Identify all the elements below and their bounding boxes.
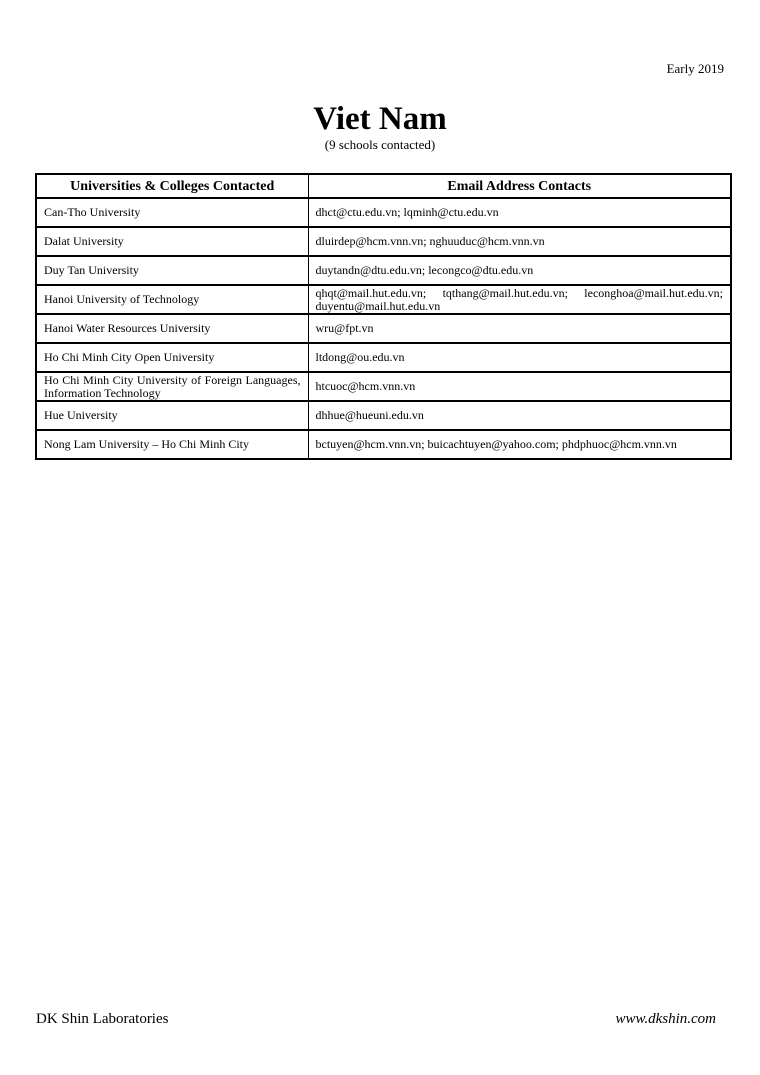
table-row xyxy=(36,285,731,314)
school-name: Ho Chi Minh City Open University xyxy=(36,343,308,372)
school-name: Nong Lam University – Ho Chi Minh City xyxy=(36,430,308,459)
email-contacts: duytandn@dtu.edu.vn; lecongco@dtu.edu.vn xyxy=(308,256,731,285)
email-contacts: dluirdep@hcm.vnn.vn; nghuuduc@hcm.vnn.vn xyxy=(308,227,731,256)
footer-company: DK Shin Laboratories xyxy=(36,1011,169,1027)
document-date: Early 2019 xyxy=(666,61,724,76)
table-row xyxy=(36,401,731,430)
email-contacts: qhqt@mail.hut.edu.vn; tqthang@mail.hut.edu.vn; leconghoa@mail.hut.edu.vn; duyentu@mail.hut.edu.vn xyxy=(308,285,731,314)
table-row xyxy=(36,198,731,227)
email-contacts: bctuyen@hcm.vnn.vn; buicachtuyen@yahoo.com; phdphuoc@hcm.vnn.vn xyxy=(308,430,731,459)
footer-website: www.dkshin.com xyxy=(615,1011,716,1027)
school-name: Ho Chi Minh City University of Foreign Languages, Information Technology xyxy=(36,372,308,401)
table-row xyxy=(36,430,731,459)
school-name: Duy Tan University xyxy=(36,256,308,285)
column-header-emails: Email Address Contacts xyxy=(308,174,731,198)
table-header-row xyxy=(36,174,731,198)
table-row xyxy=(36,343,731,372)
school-name: Hanoi Water Resources University xyxy=(36,314,308,343)
column-header-schools: Universities & Colleges Contacted xyxy=(36,174,308,198)
table-row xyxy=(36,314,731,343)
table-row xyxy=(36,372,731,401)
school-name: Can-Tho University xyxy=(36,198,308,227)
school-name: Hanoi University of Technology xyxy=(36,285,308,314)
table-row xyxy=(36,256,731,285)
email-contacts: ltdong@ou.edu.vn xyxy=(308,343,731,372)
email-contacts: htcuoc@hcm.vnn.vn xyxy=(308,372,731,401)
email-contacts: dhhue@hueuni.edu.vn xyxy=(308,401,731,430)
table-row xyxy=(36,227,731,256)
school-name: Dalat University xyxy=(36,227,308,256)
page-subtitle: (9 schools contacted) xyxy=(324,137,436,152)
email-contacts: wru@fpt.vn xyxy=(308,314,731,343)
email-contacts: dhct@ctu.edu.vn; lqminh@ctu.edu.vn xyxy=(308,198,731,227)
school-name: Hue University xyxy=(36,401,308,430)
page-title: Viet Nam xyxy=(313,101,447,137)
contacts-table xyxy=(35,173,732,460)
